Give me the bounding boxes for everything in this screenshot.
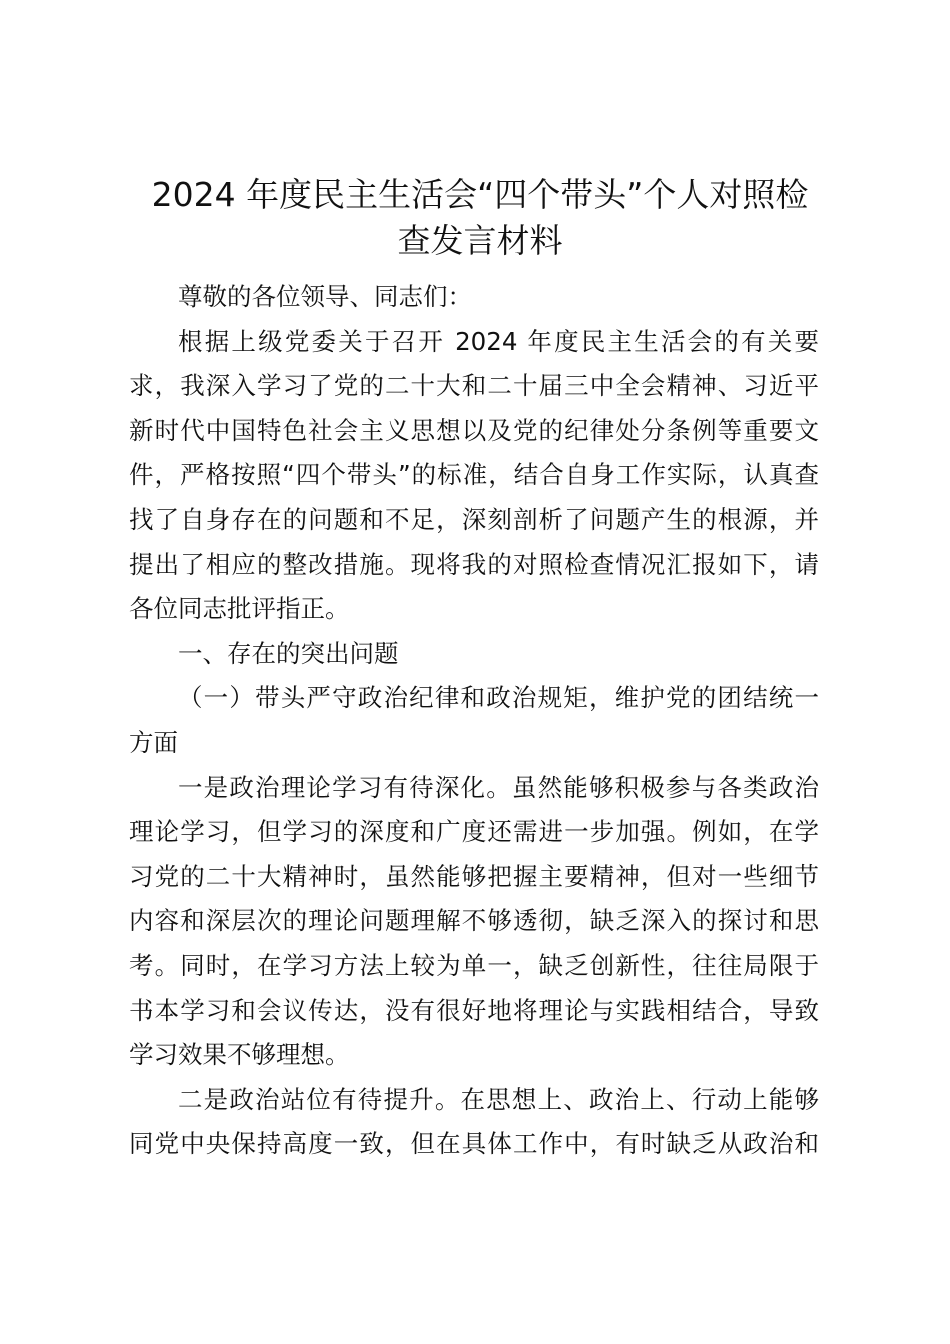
paragraph-line: 同党中央保持高度一致，但在具体工作中，有时缺乏从政治和 xyxy=(129,1129,819,1159)
paragraph-line: 理论学习，但学习的深度和广度还需进一步加强。例如，在学 xyxy=(129,817,819,847)
paragraph-line: 习党的二十大精神时，虽然能够把握主要精神，但对一些细节 xyxy=(129,861,819,891)
paragraph-line: 找了自身存在的问题和不足，深刻剖析了问题产生的根源，并 xyxy=(129,504,819,534)
paragraph-line: 根据上级党委关于召开 2024 年度民主生活会的有关要 xyxy=(178,326,819,356)
title-line-1: 2024 年度民主生活会“四个带头”个人对照检 xyxy=(151,175,809,214)
subsection-heading-continued: 方面 xyxy=(129,727,178,757)
title-line-2: 查发言材料 xyxy=(397,221,563,260)
document-body xyxy=(129,275,819,1167)
paragraph-line: 各位同志批评指正。 xyxy=(129,594,350,624)
paragraph-line: 求，我深入学习了党的二十大和二十届三中全会精神、习近平 xyxy=(129,371,819,401)
paragraph-line: 一是政治理论学习有待深化。虽然能够积极参与各类政治 xyxy=(178,772,819,802)
paragraph-line: 提出了相应的整改措施。现将我的对照检查情况汇报如下，请 xyxy=(129,549,819,579)
paragraph-line: 内容和深层次的理论问题理解不够透彻，缺乏深入的探讨和思 xyxy=(129,906,819,936)
paragraph-line: 件，严格按照“四个带头”的标准，结合自身工作实际，认真查 xyxy=(129,460,819,490)
subsection-heading: （一）带头严守政治纪律和政治规矩，维护党的团结统一 xyxy=(178,683,819,713)
paragraph-line: 二是政治站位有待提升。在思想上、政治上、行动上能够 xyxy=(178,1084,819,1114)
paragraph-line: 学习效果不够理想。 xyxy=(129,1040,350,1070)
paragraph-line: 考。同时，在学习方法上较为单一，缺乏创新性，往往局限于 xyxy=(129,950,819,980)
document-title xyxy=(120,172,840,264)
section-heading: 一、存在的突出问题 xyxy=(178,638,399,668)
paragraph-line: 书本学习和会议传达，没有很好地将理论与实践相结合，导致 xyxy=(129,995,819,1025)
paragraph-line: 新时代中国特色社会主义思想以及党的纪律处分条例等重要文 xyxy=(129,415,819,445)
salutation: 尊敬的各位领导、同志们： xyxy=(178,282,472,311)
